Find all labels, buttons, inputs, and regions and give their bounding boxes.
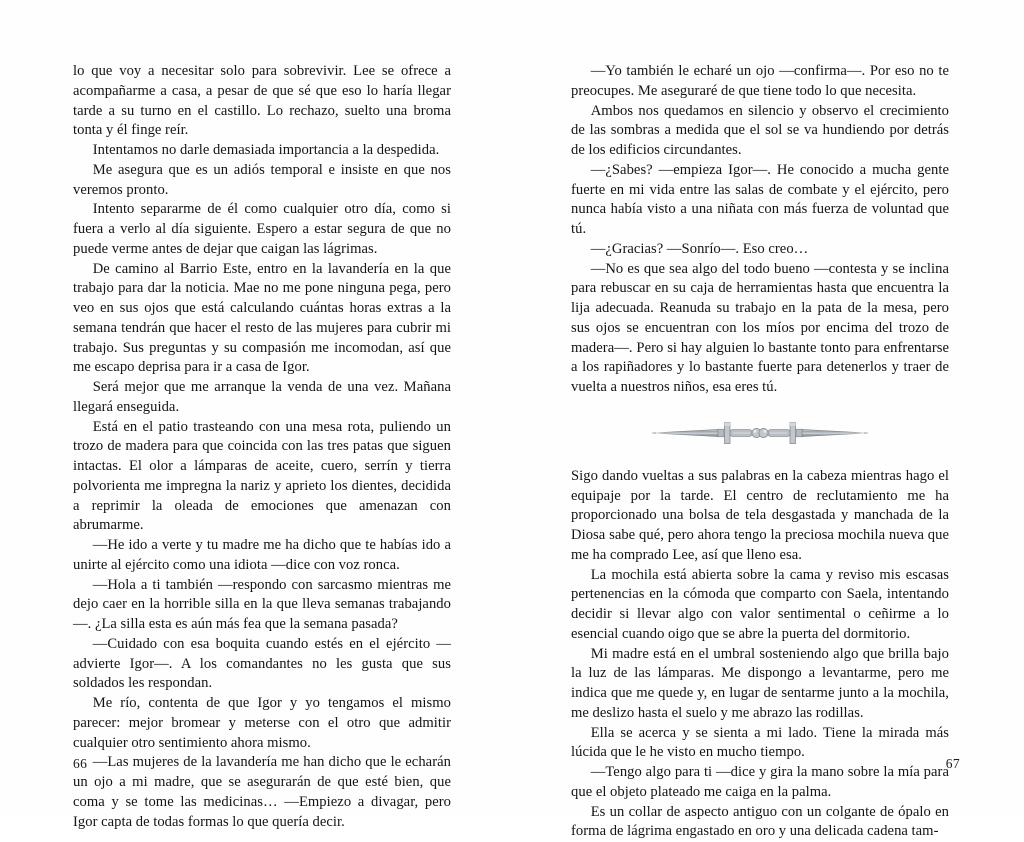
paragraph: Será mejor que me arranque la venda de una vez. Mañana llegará enseguida.	[73, 378, 451, 418]
paragraph: De camino al Barrio Este, entro en la lavandería en la que trabajo para dar la noticia. Mae no me pone ninguna pega, pero veo en sus ojos que está calculando cuántas horas extras a la semana tendrán que hacer el resto de las mujeres para cubrir mi trabajo. Sus preguntas y su compasión me incomodan, así que me escapo deprisa para ir a casa de Igor.	[73, 260, 451, 379]
paragraph: Me río, contenta de que Igor y yo tengamos el mismo parecer: mejor bromear y meterse con el otro que admitir cualquier otro sentimiento ahora mismo.	[73, 694, 451, 753]
paragraph: Sigo dando vueltas a sus palabras en la cabeza mientras hago el equipaje por la tarde. El centro de reclutamiento me ha proporcionado una bolsa de tela desgastada y manchada de la Diosa sabe qué, pero ahora tengo la preciosa mochila nueva que me ha comprado Lee, así que lleno esa.	[571, 467, 949, 566]
paragraph: Me asegura que es un adiós temporal e insiste en que nos veremos pronto.	[73, 161, 451, 201]
right-page-textblock-top	[571, 62, 949, 398]
page-left	[0, 0, 512, 815]
right-page-textblock-bottom	[571, 467, 949, 842]
paragraph: —¿Sabes? —empieza Igor—. He conocido a mucha gente fuerte en mi vida entre las salas de combate y el ejército, pero nunca había visto a una niñata con más fuerza de voluntad que tú.	[571, 161, 949, 240]
page-number-left: 66	[73, 757, 87, 771]
paragraph: Intentamos no darle demasiada importancia a la despedida.	[73, 141, 451, 161]
paragraph: —Las mujeres de la lavandería me han dicho que le echarán un ojo a mi madre, que se asegurarán de que esté bien, que coma y se tome las medicinas… —Empiezo a divagar, pero Igor capta de todas formas lo que quería decir.	[73, 753, 451, 832]
paragraph: Intento separarme de él como cualquier otro día, como si fuera a verlo al día siguiente. Espero a estar segura de que no puede verme antes de dejar que caigan las lágrimas.	[73, 200, 451, 259]
dagger-right	[759, 422, 868, 443]
paragraph: —Hola a ti también —respondo con sarcasmo mientras me dejo caer en la horrible silla en la que lleva semanas trabajando—. ¿La silla esta es aún más fea que la semana pasada?	[73, 576, 451, 635]
paragraph: Es un collar de aspecto antiguo con un colgante de ópalo en forma de lágrima engastado en oro y una delicada cadena tam-	[571, 803, 949, 842]
paragraph: lo que voy a necesitar solo para sobrevivir. Lee se ofrece a acompañarme a casa, a pesar de que sé que eso lo haría llegar tarde a su turno en el castillo. Lo rechazo, suelto una broma tonta y él finge reír.	[73, 62, 451, 141]
paragraph: —¿Gracias? —Sonrío—. Eso creo…	[571, 240, 949, 260]
paragraph: —He ido a verte y tu madre me ha dicho que te habías ido a unirte al ejército como una idiota —dice con voz ronca.	[73, 536, 451, 576]
page-number-right: 67	[946, 757, 960, 771]
paragraph: —Yo también le echaré un ojo —confirma—. Por eso no te preocupes. Me aseguraré de que tiene todo lo que necesita.	[571, 62, 949, 102]
paragraph: Está en el patio trasteando con una mesa rota, puliendo un trozo de madera para que coincida con las tres patas que siguen intactas. El olor a lámparas de aceite, cuero, serrín y tierra polvorienta me impregna la nariz y aprieto los dientes, decidida a reprimir la oleada de emociones que amenazan con abrumarme.	[73, 418, 451, 537]
paragraph: —Cuidado con esa boquita cuando estés en el ejército —advierte Igor—. A los comandantes no les gusta que sus soldados les respondan.	[73, 635, 451, 694]
paragraph: Mi madre está en el umbral sosteniendo algo que brilla bajo la luz de las lámparas. Me dispongo a levantarme, pero me indica que me quede y, en lugar de sentarme junto a la mochila, me deslizo hasta el suelo y me abrazo las rodillas.	[571, 645, 949, 724]
left-page-textblock	[73, 62, 451, 832]
dagger-left	[652, 422, 761, 443]
paragraph: La mochila está abierta sobre la cama y reviso mis escasas pertenencias en la cómoda que comparto con Saela, intentando decidir si llevar algo con valor sentimental o ceñirme a lo esencial cuando oigo que se abre la puerta del dormitorio.	[571, 566, 949, 645]
paragraph: Ella se acerca y se sienta a mi lado. Tiene la mirada más lúcida que le he visto en mucho tiempo.	[571, 724, 949, 764]
paragraph: —Tengo algo para ti —dice y gira la mano sobre la mía para que el objeto plateado me caiga en la palma.	[571, 763, 949, 803]
page-right	[512, 0, 1024, 815]
twin-daggers-ornament	[571, 415, 949, 451]
paragraph: Ambos nos quedamos en silencio y observo el crecimiento de las sombras a medida que el sol se va hundiendo por detrás de los edificios circundantes.	[571, 102, 949, 161]
paragraph: —No es que sea algo del todo bueno —contesta y se inclina para rebuscar en su caja de herramientas hasta que encuentra la lija adecuada. Reanuda su trabajo en la pata de la mesa, pero sus ojos se encuentran con los míos por encima del trozo de madera—. Pero si hay alguien lo bastante tonto para enfrentarse a los rapiñadores y lo bastante fuerte para detenerlos y traer de vuelta a nuestros niños, esa eres tú.	[571, 260, 949, 398]
